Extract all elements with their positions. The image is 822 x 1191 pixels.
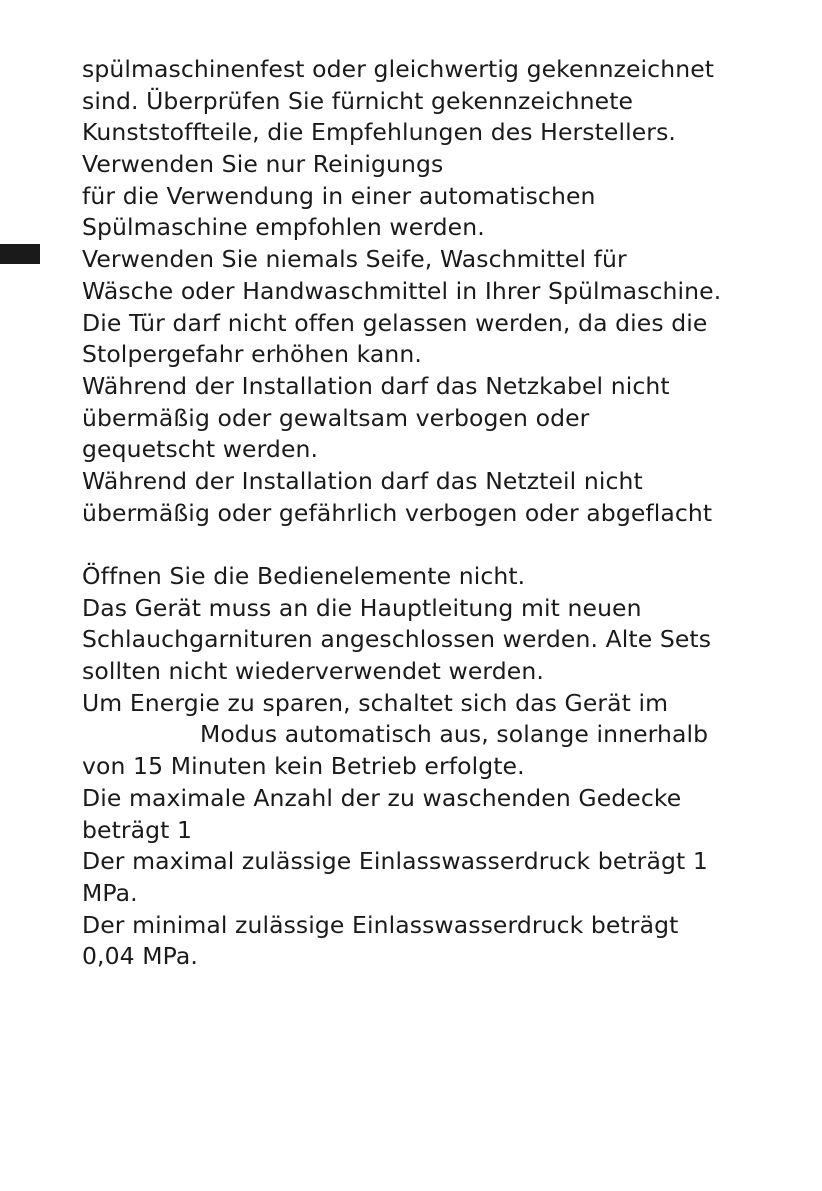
text-line: Verwenden Sie nur Reinigungs xyxy=(82,150,444,179)
text-line: Modus automatisch aus, solange innerhalb xyxy=(200,720,709,749)
text-line: Kunststoffteile, die Empfehlungen des Herstellers. xyxy=(82,118,676,147)
text-line: Stolpergefahr erhöhen kann. xyxy=(82,340,422,369)
text-line: Schlauchgarnituren angeschlossen werden. Alte Sets xyxy=(82,625,712,654)
text-line: von 15 Minuten kein Betrieb erfolgte. xyxy=(82,752,525,781)
text-line: Um Energie zu sparen, schaltet sich das Gerät im xyxy=(82,688,669,717)
text-line: übermäßig oder gefährlich verbogen oder abgeflacht xyxy=(82,498,713,527)
text-line: Der minimal zulässige Einlasswasserdruck beträgt xyxy=(82,910,679,939)
text-line: übermäßig oder gewaltsam verbogen oder xyxy=(82,403,590,432)
text-line: Öffnen Sie die Bedienelemente nicht. xyxy=(82,562,526,590)
text-line: Spülmaschine empfohlen werden. xyxy=(82,213,485,242)
text-line: Die Tür darf nicht offen gelassen werden, da dies die xyxy=(82,308,708,337)
text-line: Während der Installation darf das Netzteil nicht xyxy=(82,466,643,495)
text-line: Verwenden Sie niemals Seife, Waschmittel für xyxy=(82,245,627,274)
text-line: Das Gerät muss an die Hauptleitung mit neuen xyxy=(82,593,642,622)
text-line: MPa. xyxy=(82,878,138,907)
text-line: beträgt 1 xyxy=(82,815,193,844)
text-line: gequetscht werden. xyxy=(82,435,319,464)
text-line: Die maximale Anzahl der zu waschenden Gedecke xyxy=(82,783,682,812)
text-line: Während der Installation darf das Netzkabel nicht xyxy=(82,371,670,400)
text-line: Der maximal zulässige Einlasswasserdruck beträgt 1 xyxy=(82,847,708,876)
text-line: Wäsche oder Handwaschmittel in Ihrer Spülmaschine. xyxy=(82,276,722,305)
text-line: 0,04 MPa. xyxy=(82,942,198,971)
text-line: sind. Überprüfen Sie fürnicht gekennzeichnete xyxy=(82,86,634,115)
section-tab-marker xyxy=(0,244,40,264)
text-line: sollten nicht wiederverwendet werden. xyxy=(82,657,544,686)
page-body-text xyxy=(82,54,782,973)
text-line: spülmaschinenfest oder gleichwertig gekennzeichnet xyxy=(82,55,715,83)
text-line: für die Verwendung in einer automatischen xyxy=(82,181,596,210)
blank-line xyxy=(82,529,782,561)
